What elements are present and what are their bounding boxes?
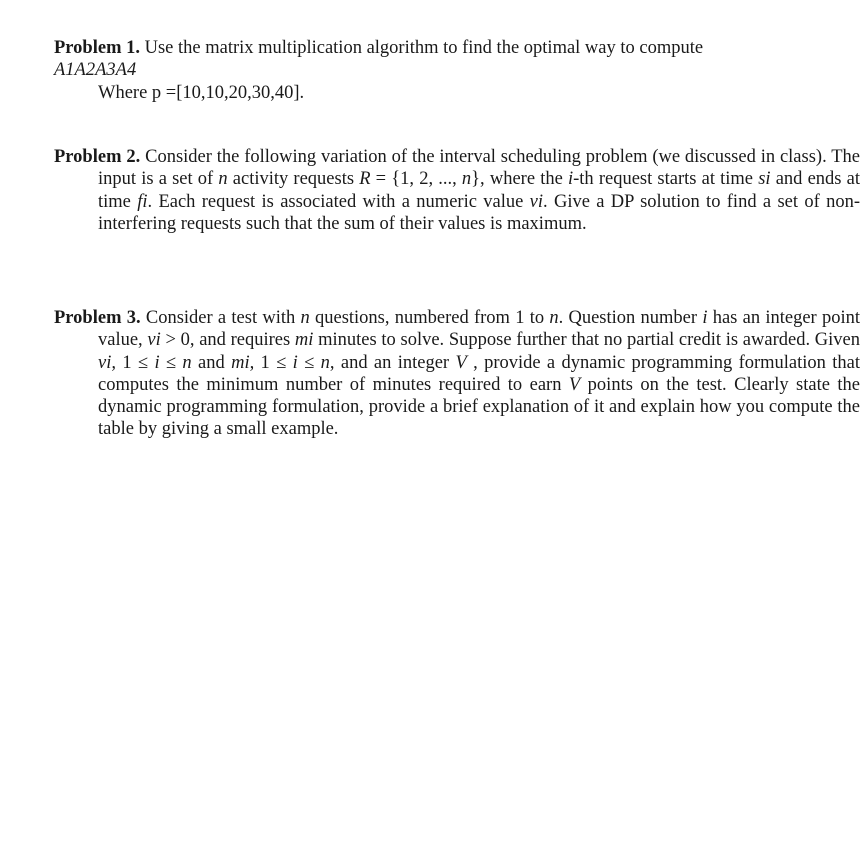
- problem-3: [54, 307, 860, 441]
- problem-3-text: , provide a dynamic programming formulation that computes the minimum number of minutes required to earn: [98, 352, 861, 395]
- math-mi: mi: [294, 330, 314, 351]
- problem-2-text: -th request starts at time: [573, 169, 759, 190]
- math-V: V: [568, 374, 581, 395]
- where-prefix: Where p =: [98, 82, 177, 103]
- problem-3-text: , and an integer: [329, 352, 456, 373]
- math-i: i: [292, 352, 298, 373]
- problem-1-label: Problem 1.: [54, 38, 140, 58]
- math-fi: fi: [137, 191, 148, 212]
- math-i: i: [154, 352, 160, 373]
- math-set: = {1, 2, ...,: [370, 169, 462, 190]
- problem-1: [54, 37, 830, 104]
- problem-3-text: Consider a test with: [140, 308, 301, 328]
- math-n: n: [549, 308, 559, 328]
- math-si: si: [758, 169, 771, 190]
- problem-3-text: questions, numbered from 1 to: [309, 308, 550, 328]
- problem-3-text: and: [191, 352, 232, 373]
- math-n: n: [320, 352, 330, 373]
- math-vi: vi: [147, 330, 161, 351]
- problem-3-text: . Question number: [558, 308, 703, 328]
- math-i: i: [567, 169, 574, 190]
- math-mi: mi,: [231, 352, 255, 373]
- problem-3-text: has an integer point value,: [98, 308, 861, 351]
- problem-3-text: ≤: [297, 352, 321, 373]
- matrix-chain: A1A2A3A4: [54, 60, 137, 81]
- problem-2-text: Consider the following variation of the interval scheduling problem (we discussed in class). The input is a set of: [98, 147, 861, 190]
- math-set-end: }: [471, 169, 481, 190]
- problem-3-text: points on the test. Clearly state the dynamic programming formulation, provide a brief explanation of it and explain how you compute the table by giving a small example.: [98, 374, 860, 440]
- math-n: n: [182, 352, 192, 373]
- problem-2-text: . Each request is associated with a numeric value: [147, 191, 530, 212]
- problem-2-text: activity requests: [227, 169, 360, 190]
- problem-2: [54, 146, 860, 235]
- math-i: i: [702, 308, 708, 328]
- problem-1-text: Use the matrix multiplication algorithm to find the optimal way to compute: [139, 38, 704, 58]
- problem-1-statement: [54, 37, 830, 59]
- dimension-values: [10,10,20,30,40].: [176, 82, 305, 103]
- math-R: R: [359, 169, 371, 190]
- problem-2-text: , where the: [480, 169, 568, 190]
- math-vi: vi: [529, 191, 544, 212]
- problem-3-text: > 0, and requires: [160, 330, 295, 351]
- problem-1-where: [54, 82, 830, 104]
- problem-3-text: ≤: [159, 352, 183, 373]
- problem-2-text: . Give a DP solution to find a set of non-interfering requests such that the sum of their values is maximum.: [98, 191, 860, 234]
- math-V: V: [455, 352, 467, 373]
- math-n: n: [218, 169, 228, 190]
- math-vi: vi,: [98, 352, 116, 373]
- problem-3-text: 1 ≤: [115, 352, 155, 373]
- math-n: n: [461, 169, 472, 190]
- problem-3-label: Problem 3.: [54, 308, 141, 328]
- problem-3-text: 1 ≤: [254, 352, 293, 373]
- problem-2-label: Problem 2.: [54, 147, 141, 167]
- problem-3-text: minutes to solve. Suppose further that no partial credit is awarded. Given: [313, 330, 860, 351]
- problem-2-text: and ends at time: [98, 169, 860, 212]
- math-n: n: [300, 308, 310, 328]
